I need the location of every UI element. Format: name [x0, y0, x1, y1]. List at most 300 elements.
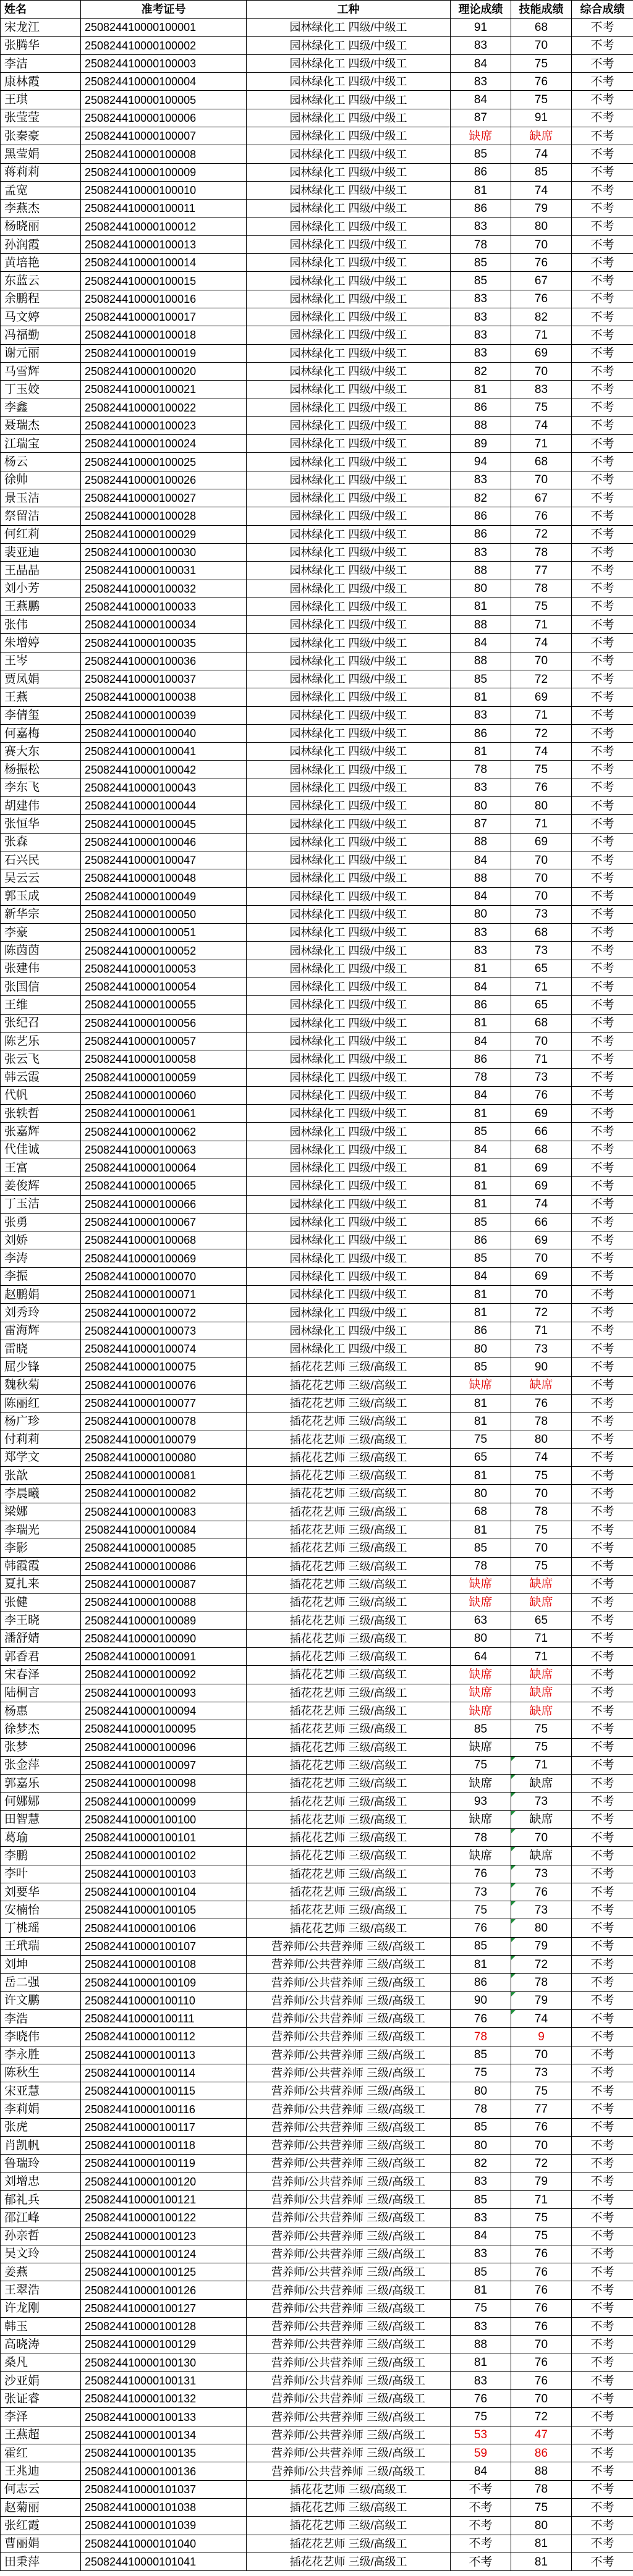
header-row [1, 1, 633, 19]
skill-score-cell: 73 [511, 1901, 572, 1919]
skill-score-cell: 72 [511, 670, 572, 688]
table-row [1, 616, 633, 634]
trade-cell: 园林绿化工 四级/中级工 [247, 1249, 451, 1267]
exam-id-cell: 250824410000100133 [81, 2408, 247, 2426]
skill-score-cell: 74 [511, 181, 572, 199]
table-row [1, 924, 633, 942]
theory-score-cell: 85 [451, 1539, 511, 1557]
overall-score-cell: 不考 [572, 290, 633, 308]
theory-score-cell: 80 [451, 1340, 511, 1358]
name-cell: 胡建伟 [1, 797, 81, 815]
trade-cell: 园林绿化工 四级/中级工 [247, 507, 451, 525]
name-cell: 王燕 [1, 688, 81, 706]
name-cell: 石兴民 [1, 851, 81, 869]
theory-score-cell: 81 [451, 1105, 511, 1123]
trade-cell: 园林绿化工 四级/中级工 [247, 1159, 451, 1177]
exam-id-cell: 250824410000100055 [81, 996, 247, 1014]
name-cell: 郭香君 [1, 1648, 81, 1666]
exam-id-cell: 250824410000100109 [81, 1974, 247, 1991]
exam-id-cell: 250824410000100048 [81, 869, 247, 887]
theory-score-cell: 85 [451, 272, 511, 290]
skill-score-cell: 71 [511, 326, 572, 344]
trade-cell: 园林绿化工 四级/中级工 [247, 326, 451, 344]
exam-id-cell: 250824410000100019 [81, 344, 247, 362]
trade-cell: 园林绿化工 四级/中级工 [247, 200, 451, 217]
name-cell: 张梦 [1, 1738, 81, 1756]
skill-score-cell: 75 [511, 2498, 572, 2516]
trade-cell: 营养师/公共营养师 三级/高级工 [247, 2299, 451, 2317]
name-cell: 宋亚慧 [1, 2082, 81, 2100]
skill-score-cell: 75 [511, 399, 572, 416]
name-cell: 杨振松 [1, 761, 81, 779]
overall-score-cell: 不考 [572, 1521, 633, 1539]
overall-score-cell: 不考 [572, 272, 633, 290]
theory-score-cell: 83 [451, 73, 511, 91]
table-row [1, 1575, 633, 1593]
trade-cell: 插花花艺师 三级/高级工 [247, 1448, 451, 1466]
theory-score-cell: 83 [451, 290, 511, 308]
skill-score-cell: 75 [511, 1738, 572, 1756]
skill-score-cell: 79 [511, 1937, 572, 1955]
overall-score-cell: 不考 [572, 1974, 633, 1991]
overall-score-cell: 不考 [572, 1919, 633, 1937]
overall-score-cell: 不考 [572, 1629, 633, 1647]
overall-score-cell: 不考 [572, 2408, 633, 2426]
overall-score-cell: 不考 [572, 833, 633, 851]
trade-cell: 园林绿化工 四级/中级工 [247, 91, 451, 109]
skill-score-cell: 75 [511, 2209, 572, 2227]
exam-id-cell: 250824410000100132 [81, 2390, 247, 2408]
name-cell: 张虎 [1, 2118, 81, 2136]
skill-score-cell: 缺席 [511, 1702, 572, 1720]
name-cell: 郭嘉乐 [1, 1775, 81, 1793]
overall-score-cell: 不考 [572, 2263, 633, 2281]
table-row [1, 1611, 633, 1629]
overall-score-cell: 不考 [572, 525, 633, 543]
table-row [1, 1322, 633, 1340]
theory-score-cell: 75 [451, 2064, 511, 2082]
table-row [1, 416, 633, 434]
exam-id-cell: 250824410000100003 [81, 54, 247, 72]
name-cell: 刘小芳 [1, 580, 81, 598]
trade-cell: 园林绿化工 四级/中级工 [247, 163, 451, 181]
table-row [1, 2408, 633, 2426]
table-row [1, 1648, 633, 1666]
trade-cell: 插花花艺师 三级/高级工 [247, 1756, 451, 1774]
table-row [1, 2263, 633, 2281]
skill-score-cell: 70 [511, 1286, 572, 1304]
theory-score-cell: 缺席 [451, 1702, 511, 1720]
exam-id-cell: 250824410000100114 [81, 2064, 247, 2082]
name-cell: 杨云 [1, 453, 81, 471]
overall-score-cell: 不考 [572, 2028, 633, 2046]
trade-cell: 园林绿化工 四级/中级工 [247, 942, 451, 960]
table-row [1, 1629, 633, 1647]
overall-score-cell: 不考 [572, 1086, 633, 1104]
table-row [1, 2227, 633, 2245]
exam-id-cell: 250824410000100116 [81, 2100, 247, 2118]
name-cell: 韩霞霞 [1, 1557, 81, 1575]
trade-cell: 插花花艺师 三级/高级工 [247, 1810, 451, 1828]
trade-cell: 插花花艺师 三级/高级工 [247, 1413, 451, 1430]
exam-id-cell: 250824410000100058 [81, 1050, 247, 1068]
theory-score-cell: 84 [451, 2227, 511, 2245]
trade-cell: 营养师/公共营养师 三级/高级工 [247, 2354, 451, 2371]
skill-score-cell: 70 [511, 471, 572, 489]
skill-score-cell: 70 [511, 1539, 572, 1557]
name-cell: 李燕杰 [1, 200, 81, 217]
name-cell: 张轶哲 [1, 1105, 81, 1123]
skill-score-cell: 缺席 [511, 1376, 572, 1394]
trade-cell: 插花花艺师 三级/高级工 [247, 2498, 451, 2516]
trade-cell: 插花花艺师 三级/高级工 [247, 1430, 451, 1448]
name-cell: 何嘉梅 [1, 724, 81, 742]
trade-cell: 营养师/公共营养师 三级/高级工 [247, 2281, 451, 2299]
theory-score-cell: 78 [451, 1557, 511, 1575]
skill-score-cell: 75 [511, 2227, 572, 2245]
name-cell: 陈秋生 [1, 2064, 81, 2082]
name-cell: 杨晓丽 [1, 217, 81, 235]
trade-cell: 营养师/公共营养师 三级/高级工 [247, 2190, 451, 2208]
overall-score-cell: 不考 [572, 1738, 633, 1756]
skill-score-cell: 76 [511, 290, 572, 308]
exam-id-cell: 250824410000100075 [81, 1358, 247, 1376]
exam-id-cell: 250824410000100081 [81, 1467, 247, 1485]
skill-score-cell: 70 [511, 869, 572, 887]
overall-score-cell: 不考 [572, 2281, 633, 2299]
exam-id-cell: 250824410000100092 [81, 1666, 247, 1684]
overall-score-cell: 不考 [572, 1358, 633, 1376]
trade-cell: 园林绿化工 四级/中级工 [247, 743, 451, 761]
skill-score-cell: 76 [511, 2245, 572, 2263]
skill-score-cell: 78 [511, 580, 572, 598]
table-row [1, 1086, 633, 1104]
exam-id-cell: 250824410000100077 [81, 1394, 247, 1412]
theory-score-cell: 不考 [451, 2553, 511, 2570]
exam-id-cell: 250824410000101038 [81, 2498, 247, 2516]
skill-score-cell: 72 [511, 724, 572, 742]
trade-cell: 园林绿化工 四级/中级工 [247, 1340, 451, 1358]
trade-cell: 园林绿化工 四级/中级工 [247, 815, 451, 833]
skill-score-cell: 缺席 [511, 1666, 572, 1684]
theory-score-cell: 81 [451, 598, 511, 615]
overall-score-cell: 不考 [572, 1901, 633, 1919]
skill-score-cell: 75 [511, 598, 572, 615]
exam-id-cell: 250824410000100098 [81, 1775, 247, 1793]
table-row [1, 2209, 633, 2227]
table-row [1, 2155, 633, 2173]
name-cell: 孙润霞 [1, 235, 81, 253]
theory-score-cell: 不考 [451, 2517, 511, 2535]
overall-score-cell: 不考 [572, 109, 633, 127]
exam-id-cell: 250824410000100079 [81, 1430, 247, 1448]
exam-id-cell: 250824410000100082 [81, 1485, 247, 1503]
exam-id-cell: 250824410000100102 [81, 1847, 247, 1865]
skill-score-cell: 70 [511, 362, 572, 380]
theory-score-cell: 83 [451, 779, 511, 796]
theory-score-cell: 81 [451, 743, 511, 761]
theory-score-cell: 缺席 [451, 1847, 511, 1865]
skill-score-cell: 80 [511, 1919, 572, 1937]
table-row [1, 489, 633, 507]
exam-id-cell: 250824410000100049 [81, 887, 247, 905]
overall-score-cell: 不考 [572, 54, 633, 72]
exam-id-cell: 250824410000100057 [81, 1032, 247, 1050]
exam-id-cell: 250824410000100005 [81, 91, 247, 109]
theory-score-cell: 75 [451, 1430, 511, 1448]
table-row [1, 1738, 633, 1756]
trade-cell: 园林绿化工 四级/中级工 [247, 1105, 451, 1123]
theory-score-cell: 84 [451, 1086, 511, 1104]
overall-score-cell: 不考 [572, 543, 633, 561]
trade-cell: 营养师/公共营养师 三级/高级工 [247, 2137, 451, 2155]
table-row [1, 235, 633, 253]
trade-cell: 园林绿化工 四级/中级工 [247, 706, 451, 724]
trade-cell: 插花花艺师 三级/高级工 [247, 1376, 451, 1394]
exam-id-cell: 250824410000100043 [81, 779, 247, 796]
exam-id-cell: 250824410000100017 [81, 308, 247, 326]
name-cell: 徐梦杰 [1, 1720, 81, 1738]
exam-id-cell: 250824410000100122 [81, 2209, 247, 2227]
table-body [1, 19, 633, 2571]
name-cell: 张嘉辉 [1, 1123, 81, 1141]
table-row [1, 2553, 633, 2570]
theory-score-cell: 86 [451, 1974, 511, 1991]
name-cell: 陈艺乐 [1, 1032, 81, 1050]
skill-score-cell: 80 [511, 797, 572, 815]
overall-score-cell: 不考 [572, 200, 633, 217]
name-cell: 祭留洁 [1, 507, 81, 525]
name-cell: 葛瑜 [1, 1828, 81, 1846]
exam-id-cell: 250824410000100011 [81, 200, 247, 217]
table-row [1, 2118, 633, 2136]
trade-cell: 插花花艺师 三级/高级工 [247, 1539, 451, 1557]
exam-id-cell: 250824410000100036 [81, 652, 247, 670]
name-cell: 桑凡 [1, 2354, 81, 2371]
trade-cell: 园林绿化工 四级/中级工 [247, 416, 451, 434]
overall-score-cell: 不考 [572, 435, 633, 453]
exam-id-cell: 250824410000100013 [81, 235, 247, 253]
exam-id-cell: 250824410000100009 [81, 163, 247, 181]
exam-id-cell: 250824410000100022 [81, 399, 247, 416]
trade-cell: 园林绿化工 四级/中级工 [247, 1123, 451, 1141]
skill-score-cell: 70 [511, 235, 572, 253]
table-row [1, 362, 633, 380]
overall-score-cell: 不考 [572, 2137, 633, 2155]
table-row [1, 2190, 633, 2208]
trade-cell: 园林绿化工 四级/中级工 [247, 471, 451, 489]
trade-cell: 营养师/公共营养师 三级/高级工 [247, 2227, 451, 2245]
skill-score-cell: 69 [511, 1231, 572, 1249]
name-cell: 王翠浩 [1, 2281, 81, 2299]
overall-score-cell: 不考 [572, 489, 633, 507]
theory-score-cell: 81 [451, 2281, 511, 2299]
trade-cell: 插花花艺师 三级/高级工 [247, 1358, 451, 1376]
table-row [1, 1467, 633, 1485]
skill-score-cell: 69 [511, 1177, 572, 1195]
exam-id-cell: 250824410000100045 [81, 815, 247, 833]
exam-id-cell: 250824410000100037 [81, 670, 247, 688]
theory-score-cell: 86 [451, 200, 511, 217]
theory-score-cell: 83 [451, 326, 511, 344]
overall-score-cell: 不考 [572, 2009, 633, 2027]
table-row [1, 1756, 633, 1774]
skill-score-cell: 66 [511, 1123, 572, 1141]
table-row [1, 1105, 633, 1123]
trade-cell: 营养师/公共营养师 三级/高级工 [247, 2462, 451, 2480]
skill-score-cell: 68 [511, 924, 572, 942]
exam-id-cell: 250824410000100042 [81, 761, 247, 779]
skill-score-cell: 76 [511, 2299, 572, 2317]
name-cell: 李影 [1, 1539, 81, 1557]
trade-cell: 插花花艺师 三级/高级工 [247, 2480, 451, 2498]
skill-score-cell: 76 [511, 2118, 572, 2136]
theory-score-cell: 76 [451, 2009, 511, 2027]
name-cell: 李晓伟 [1, 2028, 81, 2046]
name-cell: 新华宗 [1, 905, 81, 923]
overall-score-cell: 不考 [572, 308, 633, 326]
skill-score-cell: 71 [511, 1050, 572, 1068]
trade-cell: 插花花艺师 三级/高级工 [247, 1919, 451, 1937]
overall-score-cell: 不考 [572, 73, 633, 91]
trade-cell: 园林绿化工 四级/中级工 [247, 724, 451, 742]
name-cell: 李豪 [1, 924, 81, 942]
skill-score-cell: 67 [511, 272, 572, 290]
table-row [1, 851, 633, 869]
overall-score-cell: 不考 [572, 2336, 633, 2354]
table-row [1, 2064, 633, 2082]
theory-score-cell: 83 [451, 924, 511, 942]
overall-score-cell: 不考 [572, 797, 633, 815]
exam-id-cell: 250824410000100124 [81, 2245, 247, 2263]
theory-score-cell: 53 [451, 2426, 511, 2444]
theory-score-cell: 86 [451, 1322, 511, 1340]
theory-score-cell: 59 [451, 2444, 511, 2462]
exam-id-cell: 250824410000100071 [81, 1286, 247, 1304]
overall-score-cell: 不考 [572, 2190, 633, 2208]
table-row [1, 163, 633, 181]
name-cell: 王晶晶 [1, 562, 81, 580]
exam-id-cell: 250824410000100012 [81, 217, 247, 235]
name-cell: 韩云霞 [1, 1068, 81, 1086]
trade-cell: 园林绿化工 四级/中级工 [247, 1050, 451, 1068]
exam-id-cell: 250824410000100089 [81, 1611, 247, 1629]
table-row [1, 1159, 633, 1177]
exam-id-cell: 250824410000100008 [81, 145, 247, 163]
name-cell: 蒋莉莉 [1, 163, 81, 181]
theory-score-cell: 86 [451, 1050, 511, 1068]
overall-score-cell: 不考 [572, 598, 633, 615]
exam-id-cell: 250824410000100129 [81, 2336, 247, 2354]
theory-score-cell: 85 [451, 1249, 511, 1267]
exam-id-cell: 250824410000100001 [81, 19, 247, 36]
name-cell: 雷晓 [1, 1340, 81, 1358]
trade-cell: 园林绿化工 四级/中级工 [247, 869, 451, 887]
overall-score-cell: 不考 [572, 2245, 633, 2263]
overall-score-cell: 不考 [572, 1575, 633, 1593]
table-row [1, 36, 633, 54]
skill-score-cell: 70 [511, 851, 572, 869]
skill-score-cell: 缺席 [511, 1847, 572, 1865]
exam-id-cell: 250824410000100086 [81, 1557, 247, 1575]
theory-score-cell: 78 [451, 235, 511, 253]
theory-score-cell: 83 [451, 2318, 511, 2336]
skill-score-cell: 74 [511, 634, 572, 652]
skill-score-cell: 66 [511, 1213, 572, 1231]
table-row [1, 1286, 633, 1304]
exam-id-cell: 250824410000100023 [81, 416, 247, 434]
theory-score-cell: 缺席 [451, 1684, 511, 1702]
overall-score-cell: 不考 [572, 1793, 633, 1810]
trade-cell: 营养师/公共营养师 三级/高级工 [247, 2028, 451, 2046]
exam-id-cell: 250824410000100073 [81, 1322, 247, 1340]
name-cell: 张莹莹 [1, 109, 81, 127]
table-row [1, 2336, 633, 2354]
exam-id-cell: 250824410000100084 [81, 1521, 247, 1539]
table-row [1, 562, 633, 580]
overall-score-cell: 不考 [572, 2498, 633, 2516]
skill-score-cell: 70 [511, 2336, 572, 2354]
exam-id-cell: 250824410000100128 [81, 2318, 247, 2336]
name-cell: 李永胜 [1, 2046, 81, 2064]
table-row [1, 308, 633, 326]
header-overall-score: 综合成绩 [572, 1, 633, 19]
table-row [1, 453, 633, 471]
table-row [1, 1847, 633, 1865]
name-cell: 张腾华 [1, 36, 81, 54]
trade-cell: 园林绿化工 四级/中级工 [247, 1195, 451, 1213]
exam-id-cell: 250824410000100101 [81, 1828, 247, 1846]
exam-id-cell: 250824410000100096 [81, 1738, 247, 1756]
trade-cell: 营养师/公共营养师 三级/高级工 [247, 2118, 451, 2136]
name-cell: 余鹏程 [1, 290, 81, 308]
table-row [1, 1810, 633, 1828]
table-row [1, 942, 633, 960]
theory-score-cell: 83 [451, 471, 511, 489]
overall-score-cell: 不考 [572, 1865, 633, 1883]
theory-score-cell: 75 [451, 1901, 511, 1919]
skill-score-cell: 70 [511, 1032, 572, 1050]
overall-score-cell: 不考 [572, 36, 633, 54]
name-cell: 李莉娟 [1, 2100, 81, 2118]
skill-score-cell: 79 [511, 2173, 572, 2190]
trade-cell: 插花花艺师 三级/高级工 [247, 2553, 451, 2570]
trade-cell: 园林绿化工 四级/中级工 [247, 960, 451, 978]
theory-score-cell: 83 [451, 942, 511, 960]
exam-id-cell: 250824410000100015 [81, 272, 247, 290]
exam-id-cell: 250824410000100038 [81, 688, 247, 706]
name-cell: 张建伟 [1, 960, 81, 978]
overall-score-cell: 不考 [572, 2390, 633, 2408]
table-row [1, 1141, 633, 1159]
overall-score-cell: 不考 [572, 1702, 633, 1720]
trade-cell: 插花花艺师 三级/高级工 [247, 1575, 451, 1593]
table-row [1, 1919, 633, 1937]
skill-score-cell: 79 [511, 1991, 572, 2009]
table-row [1, 2390, 633, 2408]
table-row [1, 272, 633, 290]
overall-score-cell: 不考 [572, 145, 633, 163]
overall-score-cell: 不考 [572, 1684, 633, 1702]
exam-id-cell: 250824410000100056 [81, 1014, 247, 1032]
table-row [1, 2354, 633, 2371]
overall-score-cell: 不考 [572, 634, 633, 652]
name-cell: 李倩玺 [1, 706, 81, 724]
name-cell: 高晓涛 [1, 2336, 81, 2354]
theory-score-cell: 缺席 [451, 1594, 511, 1611]
trade-cell: 插花花艺师 三级/高级工 [247, 1883, 451, 1901]
overall-score-cell: 不考 [572, 1883, 633, 1901]
